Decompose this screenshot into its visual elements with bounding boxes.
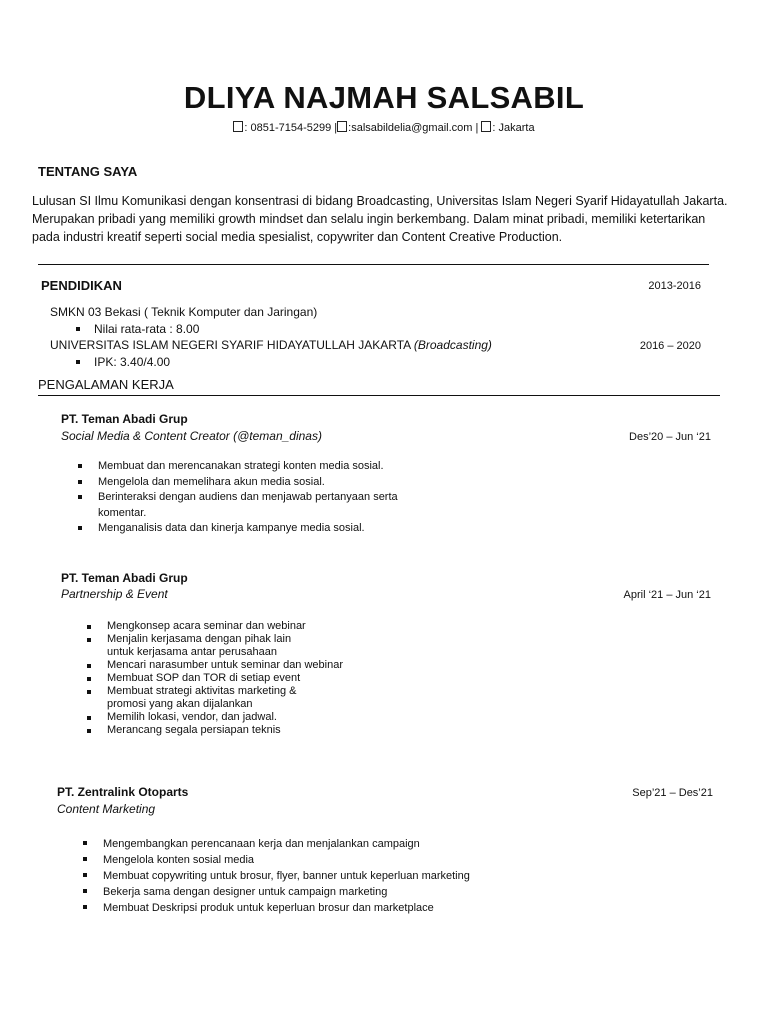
list-item: Membuat dan merencanakan strategi konten media sosial.	[76, 459, 418, 475]
about-text	[32, 192, 732, 246]
list-item: Menjalin kerjasama dengan pihak lain untuk kerjasama antar perusahaan	[85, 633, 297, 659]
about-line: Lulusan SI Ilmu Komunikasi dengan konsentrasi di bidang Broadcasting, Universitas Islam Negeri Syarif Hidayatullah Jakarta.	[32, 194, 728, 208]
job-period: April ‘21 – Jun ‘21	[623, 589, 711, 601]
education-detail-text: Nilai rata-rata : 8.00	[94, 322, 200, 336]
list-item: Merancang segala persiapan teknis	[85, 724, 367, 737]
education-major: (Broadcasting)	[413, 338, 492, 352]
education-detail	[76, 322, 199, 336]
list-item: Mencari narasumber untuk seminar dan webinar	[85, 659, 367, 672]
divider	[38, 395, 720, 396]
about-heading: TENTANG SAYA	[38, 164, 138, 179]
about-line: pada industri kreatif seperti social media spesialist, copywriter dan Content Creative Production.	[32, 230, 563, 244]
education-period: 2016 – 2020	[639, 340, 701, 352]
education-school-name: UNIVERSITAS ISLAM NEGERI SYARIF HIDAYATULLAH JAKARTA	[50, 338, 414, 352]
list-item: Menganalisis data dan kinerja kampanye media sosial.	[76, 521, 418, 537]
job-company: PT. Teman Abadi Grup	[61, 412, 188, 426]
job-role: Social Media & Content Creator (@teman_dinas)	[61, 429, 322, 443]
list-item: Mengelola konten sosial media	[81, 852, 523, 868]
list-item: Berinteraksi dengan audiens dan menjawab pertanyaan serta komentar.	[76, 490, 418, 521]
list-item: Membuat strategi aktivitas marketing & promosi yang akan dijalankan	[85, 685, 322, 711]
job-company: PT. Zentralink Otoparts	[57, 785, 189, 799]
list-item: Membuat Deskripsi produk untuk keperluan brosur dan marketplace	[81, 900, 523, 916]
bullet-marker	[76, 360, 80, 364]
job-company: PT. Teman Abadi Grup	[61, 571, 188, 585]
bullet-marker	[76, 327, 80, 331]
list-item: Mengembangkan perencanaan kerja dan menjalankan campaign	[81, 836, 523, 852]
job-duties	[85, 620, 367, 737]
about-line: Merupakan pribadi yang memiliki growth mindset dan selalu ingin berkembang. Dalam minat pribadi, memiliki ketertarikan	[32, 212, 706, 226]
job-role: Content Marketing	[57, 802, 156, 816]
job-period: Sep’21 – Des’21	[632, 787, 713, 799]
list-item: Memilih lokasi, vendor, dan jadwal.	[85, 711, 367, 724]
phone-icon	[233, 121, 243, 132]
experience-heading: PENGALAMAN KERJA	[38, 377, 174, 392]
education-period: 2013-2016	[648, 280, 701, 292]
contact-location: : Jakarta	[492, 122, 535, 134]
contact-phone: : 0851-7154-5299 |	[244, 122, 338, 134]
location-icon	[481, 121, 491, 132]
education-detail	[76, 355, 170, 369]
education-heading: PENDIDIKAN	[41, 278, 122, 293]
education-school	[50, 338, 492, 352]
job-period: Des’20 – Jun ‘21	[629, 431, 711, 443]
list-item: Mengkonsep acara seminar dan webinar	[85, 620, 367, 633]
contact-line	[0, 121, 768, 134]
email-icon	[337, 121, 347, 132]
job-role: Partnership & Event	[61, 587, 168, 601]
divider	[38, 264, 709, 265]
job-duties	[76, 459, 418, 537]
candidate-name: DLIYA NAJMAH SALSABIL	[183, 80, 585, 115]
list-item: Bekerja sama dengan designer untuk campaign marketing	[81, 884, 523, 900]
education-school: SMKN 03 Bekasi ( Teknik Komputer dan Jaringan)	[50, 305, 318, 319]
contact-email: :salsabildelia@gmail.com |	[348, 122, 479, 134]
list-item: Membuat SOP dan TOR di setiap event	[85, 672, 367, 685]
list-item: Mengelola dan memelihara akun media sosial.	[76, 475, 418, 491]
job-duties	[81, 836, 523, 916]
list-item: Membuat copywriting untuk brosur, flyer, banner untuk keperluan marketing	[81, 868, 523, 884]
education-detail-text: IPK: 3.40/4.00	[94, 355, 171, 369]
